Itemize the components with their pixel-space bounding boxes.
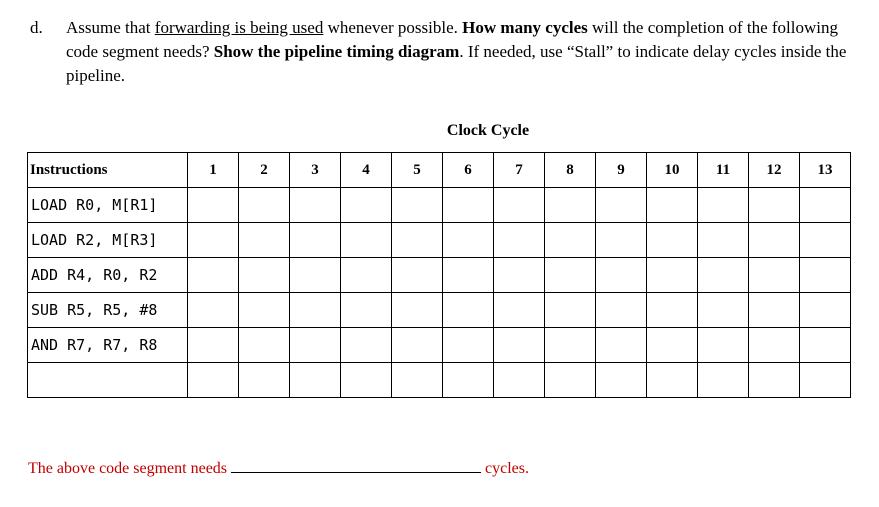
table-row	[28, 258, 851, 293]
pipeline-cell[interactable]	[443, 223, 494, 258]
pipeline-cell[interactable]	[392, 363, 443, 398]
pipeline-cell[interactable]	[800, 223, 851, 258]
pipeline-cell[interactable]	[749, 293, 800, 328]
pipeline-cell[interactable]	[392, 293, 443, 328]
cycle-header: 10	[647, 153, 698, 188]
pipeline-cell[interactable]	[290, 188, 341, 223]
pipeline-cell[interactable]	[494, 363, 545, 398]
pipeline-cell[interactable]	[647, 328, 698, 363]
pipeline-cell[interactable]	[341, 363, 392, 398]
pipeline-cell[interactable]	[443, 293, 494, 328]
table-body	[28, 188, 851, 398]
instruction-cell: LOAD R0, M[R1]	[28, 188, 188, 223]
pipeline-cell[interactable]	[698, 293, 749, 328]
pipeline-cell[interactable]	[443, 188, 494, 223]
question-underlined: forwarding is being used	[154, 18, 324, 37]
question-text-4: . If needed, use “Stall” to indicate delay cycles inside the pipeline.	[66, 42, 847, 85]
table-header-row	[28, 153, 851, 188]
pipeline-cell[interactable]	[290, 363, 341, 398]
pipeline-cell[interactable]	[188, 223, 239, 258]
cycle-header: 3	[290, 153, 341, 188]
pipeline-cell[interactable]	[698, 258, 749, 293]
pipeline-cell[interactable]	[749, 363, 800, 398]
instruction-cell	[28, 363, 188, 398]
question-label: d.	[30, 18, 43, 37]
cycle-header: 6	[443, 153, 494, 188]
cycle-header: 8	[545, 153, 596, 188]
pipeline-cell[interactable]	[188, 363, 239, 398]
pipeline-cell[interactable]	[647, 223, 698, 258]
pipeline-cell[interactable]	[545, 258, 596, 293]
pipeline-cell[interactable]	[698, 223, 749, 258]
pipeline-cell[interactable]	[290, 258, 341, 293]
pipeline-cell[interactable]	[698, 363, 749, 398]
question-text-1: Assume that	[66, 18, 155, 37]
pipeline-cell[interactable]	[698, 188, 749, 223]
pipeline-cell[interactable]	[443, 258, 494, 293]
pipeline-cell[interactable]	[188, 328, 239, 363]
pipeline-cell[interactable]	[800, 188, 851, 223]
pipeline-cell[interactable]	[545, 223, 596, 258]
instruction-cell: ADD R4, R0, R2	[28, 258, 188, 293]
pipeline-cell[interactable]	[290, 223, 341, 258]
pipeline-cell[interactable]	[800, 328, 851, 363]
pipeline-cell[interactable]	[647, 258, 698, 293]
pipeline-cell[interactable]	[596, 328, 647, 363]
answer-line	[28, 456, 529, 478]
pipeline-cell[interactable]	[341, 328, 392, 363]
pipeline-cell[interactable]	[494, 188, 545, 223]
pipeline-cell[interactable]	[494, 258, 545, 293]
pipeline-cell[interactable]	[800, 363, 851, 398]
instructions-header: Instructions	[28, 153, 188, 188]
answer-blank[interactable]	[231, 456, 481, 473]
cycle-header: 5	[392, 153, 443, 188]
cycle-header: 4	[341, 153, 392, 188]
pipeline-cell[interactable]	[749, 188, 800, 223]
cycle-header: 2	[239, 153, 290, 188]
cycle-header: 9	[596, 153, 647, 188]
pipeline-cell[interactable]	[239, 363, 290, 398]
pipeline-cell[interactable]	[494, 223, 545, 258]
pipeline-cell[interactable]	[239, 188, 290, 223]
pipeline-cell[interactable]	[341, 223, 392, 258]
table-row	[28, 293, 851, 328]
question-bold-2: Show the pipeline timing diagram	[213, 42, 460, 61]
pipeline-cell[interactable]	[545, 363, 596, 398]
pipeline-cell[interactable]	[392, 258, 443, 293]
cycle-header: 11	[698, 153, 749, 188]
pipeline-cell[interactable]	[647, 293, 698, 328]
pipeline-cell[interactable]	[749, 258, 800, 293]
pipeline-cell[interactable]	[239, 258, 290, 293]
pipeline-cell[interactable]	[443, 328, 494, 363]
pipeline-cell[interactable]	[392, 188, 443, 223]
pipeline-timing-table	[27, 152, 851, 398]
pipeline-cell[interactable]	[596, 293, 647, 328]
cycle-header: 12	[749, 153, 800, 188]
cycle-header: 1	[188, 153, 239, 188]
pipeline-cell[interactable]	[647, 363, 698, 398]
pipeline-cell[interactable]	[749, 223, 800, 258]
pipeline-cell[interactable]	[749, 328, 800, 363]
pipeline-cell[interactable]	[290, 328, 341, 363]
pipeline-cell[interactable]	[800, 258, 851, 293]
table-row	[28, 363, 851, 398]
pipeline-cell[interactable]	[239, 328, 290, 363]
pipeline-cell[interactable]	[800, 293, 851, 328]
cycle-header: 7	[494, 153, 545, 188]
table-row	[28, 328, 851, 363]
pipeline-cell[interactable]	[239, 293, 290, 328]
answer-prefix: The above code segment needs	[28, 460, 228, 477]
pipeline-cell[interactable]	[188, 258, 239, 293]
question-bold-1: How many cycles	[462, 18, 588, 37]
pipeline-cell[interactable]	[188, 188, 239, 223]
pipeline-cell[interactable]	[341, 293, 392, 328]
pipeline-cell[interactable]	[596, 258, 647, 293]
pipeline-cell[interactable]	[596, 363, 647, 398]
pipeline-cell[interactable]	[545, 188, 596, 223]
pipeline-cell[interactable]	[188, 293, 239, 328]
pipeline-cell[interactable]	[494, 293, 545, 328]
pipeline-cell[interactable]	[392, 223, 443, 258]
pipeline-cell[interactable]	[341, 258, 392, 293]
instruction-cell: SUB R5, R5, #8	[28, 293, 188, 328]
cycle-header: 13	[800, 153, 851, 188]
clock-cycle-title: Clock Cycle	[446, 122, 530, 139]
question-text-2: whenever possible.	[323, 18, 463, 37]
answer-suffix: cycles.	[485, 460, 530, 477]
pipeline-cell[interactable]	[698, 328, 749, 363]
pipeline-cell[interactable]	[290, 293, 341, 328]
pipeline-cell[interactable]	[443, 363, 494, 398]
instruction-cell: AND R7, R7, R8	[28, 328, 188, 363]
pipeline-cell[interactable]	[647, 188, 698, 223]
pipeline-cell[interactable]	[494, 328, 545, 363]
pipeline-cell[interactable]	[545, 293, 596, 328]
question-text-3: will the completion of the following code segment needs?	[66, 18, 838, 61]
question-text	[66, 16, 850, 88]
instruction-cell: LOAD R2, M[R3]	[28, 223, 188, 258]
pipeline-cell[interactable]	[596, 223, 647, 258]
pipeline-cell[interactable]	[341, 188, 392, 223]
table-row	[28, 223, 851, 258]
pipeline-cell[interactable]	[392, 328, 443, 363]
pipeline-cell[interactable]	[545, 328, 596, 363]
table-row	[28, 188, 851, 223]
pipeline-cell[interactable]	[239, 223, 290, 258]
pipeline-cell[interactable]	[596, 188, 647, 223]
